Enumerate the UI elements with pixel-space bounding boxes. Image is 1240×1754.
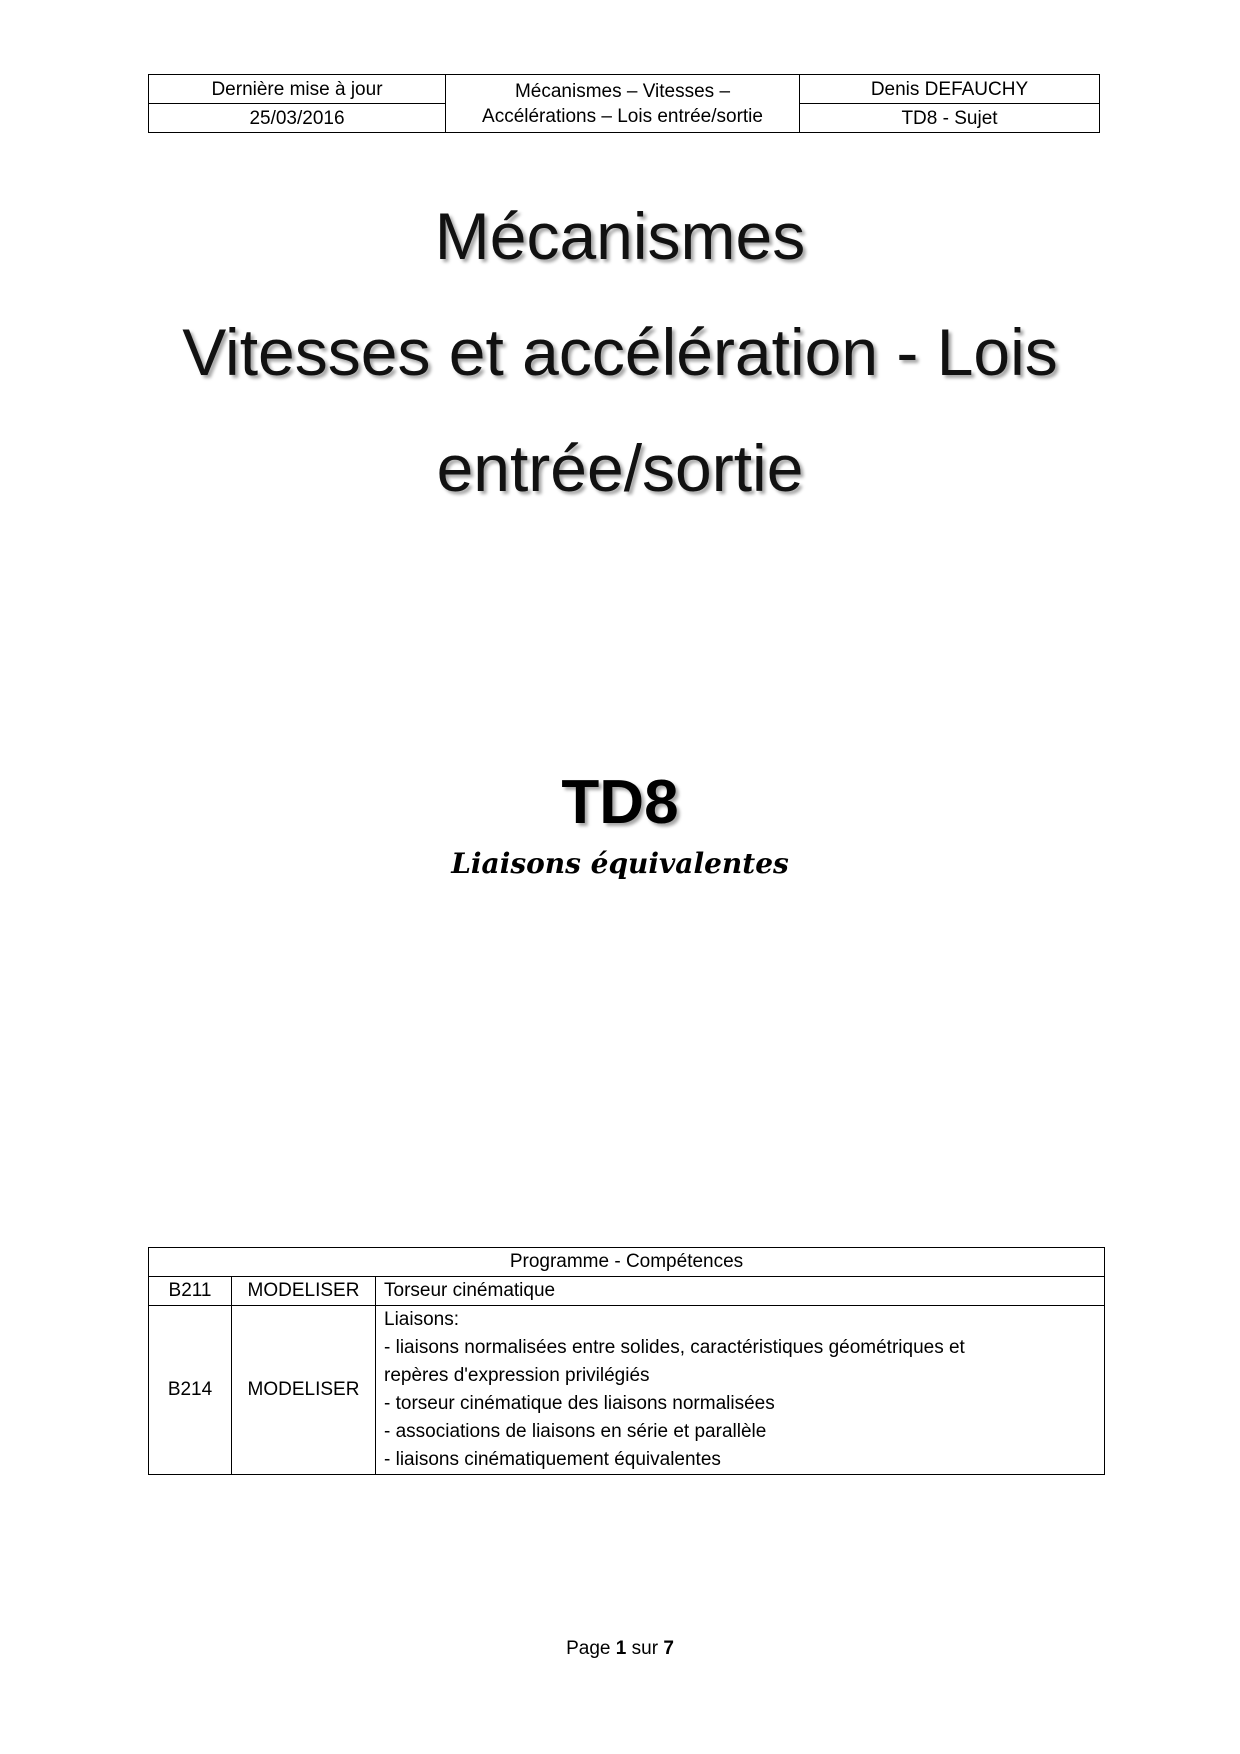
competence-description: [376, 1306, 1105, 1475]
page-number: 1: [615, 1638, 627, 1659]
td-title: TD8: [561, 768, 679, 837]
td-subtitle: Liaisons équivalentes: [451, 847, 789, 880]
table-row: [149, 1277, 1105, 1306]
last-update-date: 25/03/2016: [149, 104, 446, 133]
description-line: repères d'expression privilégiés: [384, 1365, 650, 1386]
subject-line-2: Accélérations – Lois entrée/sortie: [482, 105, 763, 127]
main-title-line-2: Vitesses et accélération - Lois: [182, 315, 1058, 389]
description-line: - liaisons cinématiquement équivalentes: [384, 1449, 721, 1470]
competence-category: MODELISER: [232, 1277, 376, 1306]
page-total: 7: [663, 1638, 674, 1659]
last-update-label: Dernière mise à jour: [149, 75, 446, 104]
main-title: [0, 178, 1240, 526]
subject-line-1: Mécanismes – Vitesses –: [514, 80, 731, 102]
description-line: Liaisons:: [384, 1309, 459, 1330]
description-line: Torseur cinématique: [384, 1280, 556, 1301]
description-line: - associations de liaisons en série et parallèle: [384, 1421, 767, 1442]
of-word: sur: [631, 1638, 659, 1659]
main-title-line-3: entrée/sortie: [436, 431, 804, 505]
competence-code: B214: [149, 1306, 232, 1475]
competence-code: B211: [149, 1277, 232, 1306]
main-title-line-1: Mécanismes: [434, 199, 806, 273]
competences-table: [148, 1247, 1105, 1475]
competence-category: MODELISER: [232, 1306, 376, 1475]
competences-heading: Programme - Compétences: [149, 1248, 1105, 1277]
page-footer: [0, 1636, 1240, 1662]
document-reference: TD8 - Sujet: [800, 104, 1100, 133]
table-row: [149, 1306, 1105, 1475]
header-table: [148, 74, 1100, 133]
author-name: Denis DEFAUCHY: [800, 75, 1100, 104]
page-word: Page: [566, 1638, 611, 1659]
description-line: - liaisons normalisées entre solides, caractéristiques géométriques et: [384, 1337, 965, 1358]
competence-description: [376, 1277, 1105, 1306]
subject-cell: [446, 75, 800, 133]
description-line: - torseur cinématique des liaisons normalisées: [384, 1393, 775, 1414]
